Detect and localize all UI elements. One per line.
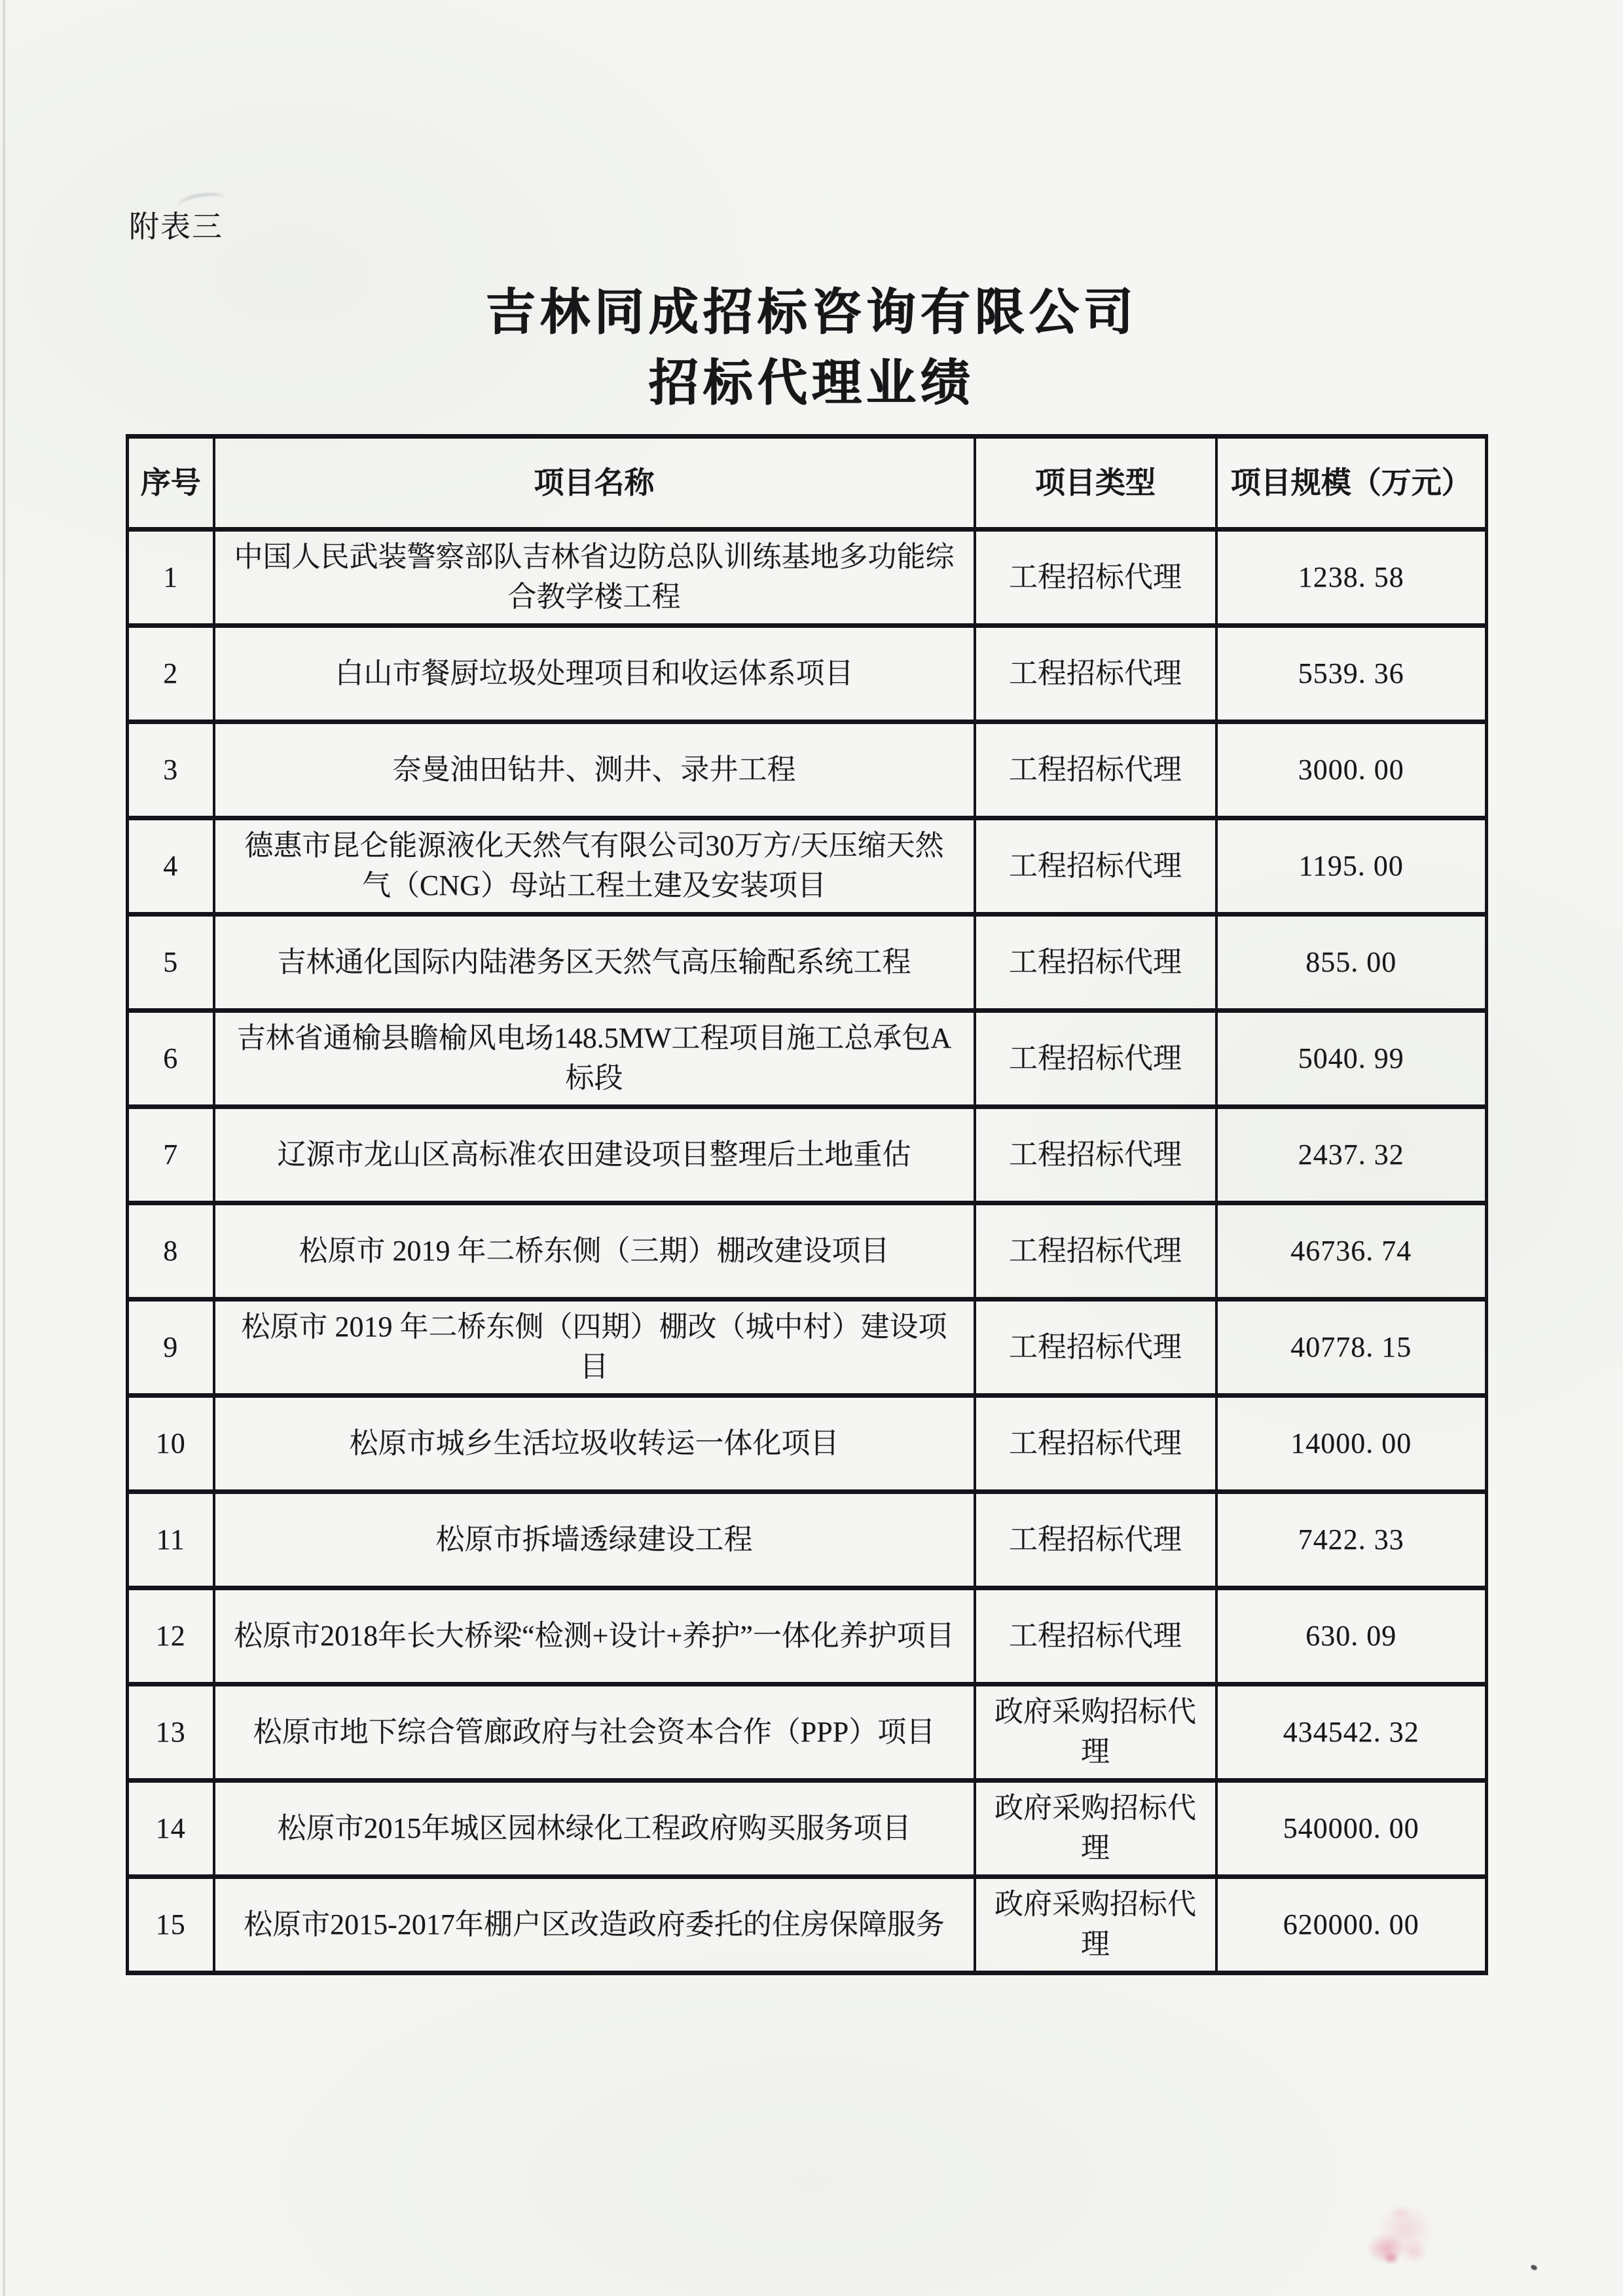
col-header-project-type: 项目类型 (975, 437, 1216, 530)
row-number-cell: 8 (128, 1203, 214, 1300)
project-name-cell: 松原市2015-2017年棚户区改造政府委托的住房保障服务 (214, 1877, 975, 1973)
project-name-cell: 奈曼油田钻井、测井、录井工程 (214, 722, 975, 818)
table-row (128, 1203, 1487, 1300)
project-scale-cell: 1195. 00 (1216, 818, 1487, 915)
project-type-cell: 工程招标代理 (975, 626, 1216, 722)
performance-table (126, 434, 1488, 1975)
project-type-cell: 工程招标代理 (975, 818, 1216, 915)
row-number-cell: 5 (128, 915, 214, 1011)
table-row (128, 818, 1487, 915)
row-number-cell: 3 (128, 722, 214, 818)
project-scale-cell: 3000. 00 (1216, 722, 1487, 818)
dark-scan-speck (1530, 2264, 1538, 2271)
project-name-cell: 松原市拆墙透绿建设工程 (214, 1492, 975, 1588)
table-row (128, 530, 1487, 626)
project-name-cell: 松原市2018年长大桥梁“检测+设计+养护”一体化养护项目 (214, 1588, 975, 1685)
table-row (128, 1588, 1487, 1685)
project-type-cell: 工程招标代理 (975, 1107, 1216, 1203)
table-row (128, 1396, 1487, 1492)
attachment-label: 附表三 (129, 210, 223, 244)
document-title (0, 278, 1623, 419)
project-name-cell: 松原市地下综合管廊政府与社会资本合作（PPP）项目 (214, 1685, 975, 1781)
project-name-cell: 白山市餐厨垃圾处理项目和收运体系项目 (214, 626, 975, 722)
project-type-cell: 工程招标代理 (975, 1588, 1216, 1685)
project-name-cell: 吉林通化国际内陆港务区天然气高压输配系统工程 (214, 915, 975, 1011)
project-scale-cell: 1238. 58 (1216, 530, 1487, 626)
row-number-cell: 12 (128, 1588, 214, 1685)
project-type-cell: 工程招标代理 (975, 530, 1216, 626)
project-scale-cell: 620000. 00 (1216, 1877, 1487, 1973)
project-type-cell: 政府采购招标代理 (975, 1781, 1216, 1877)
project-scale-cell: 7422. 33 (1216, 1492, 1487, 1588)
row-number-cell: 11 (128, 1492, 214, 1588)
table-row (128, 1781, 1487, 1877)
table-row (128, 1107, 1487, 1203)
project-scale-cell: 5040. 99 (1216, 1011, 1487, 1107)
project-scale-cell: 40778. 15 (1216, 1300, 1487, 1396)
table-body (128, 530, 1487, 1973)
row-number-cell: 9 (128, 1300, 214, 1396)
project-name-cell: 松原市2015年城区园林绿化工程政府购买服务项目 (214, 1781, 975, 1877)
row-number-cell: 4 (128, 818, 214, 915)
row-number-cell: 6 (128, 1011, 214, 1107)
table-row (128, 915, 1487, 1011)
project-scale-cell: 2437. 32 (1216, 1107, 1487, 1203)
project-scale-cell: 46736. 74 (1216, 1203, 1487, 1300)
row-number-cell: 13 (128, 1685, 214, 1781)
project-name-cell: 松原市 2019 年二桥东侧（四期）棚改（城中村）建设项目 (214, 1300, 975, 1396)
project-name-cell: 中国人民武装警察部队吉林省边防总队训练基地多功能综合教学楼工程 (214, 530, 975, 626)
project-type-cell: 工程招标代理 (975, 722, 1216, 818)
project-scale-cell: 434542. 32 (1216, 1685, 1487, 1781)
table-row (128, 722, 1487, 818)
pink-stamp-smudge (1363, 2195, 1440, 2272)
project-type-cell: 工程招标代理 (975, 1492, 1216, 1588)
project-name-cell: 德惠市昆仑能源液化天然气有限公司30万方/天压缩天然气（CNG）母站工程土建及安装项目 (214, 818, 975, 915)
table-row (128, 1685, 1487, 1781)
table-row (128, 626, 1487, 722)
row-number-cell: 15 (128, 1877, 214, 1973)
row-number-cell: 7 (128, 1107, 214, 1203)
row-number-cell: 14 (128, 1781, 214, 1877)
project-type-cell: 工程招标代理 (975, 915, 1216, 1011)
header-row (128, 437, 1487, 530)
project-scale-cell: 855. 00 (1216, 915, 1487, 1011)
table-row (128, 1877, 1487, 1973)
project-type-cell: 政府采购招标代理 (975, 1685, 1216, 1781)
col-header-no: 序号 (128, 437, 214, 530)
project-name-cell: 辽源市龙山区高标准农田建设项目整理后土地重估 (214, 1107, 975, 1203)
project-scale-cell: 14000. 00 (1216, 1396, 1487, 1492)
table-header (128, 437, 1487, 530)
project-type-cell: 工程招标代理 (975, 1011, 1216, 1107)
table-row (128, 1300, 1487, 1396)
project-scale-cell: 630. 09 (1216, 1588, 1487, 1685)
table-row (128, 1011, 1487, 1107)
col-header-project-scale: 项目规模（万元） (1216, 437, 1487, 530)
col-header-project-name: 项目名称 (214, 437, 975, 530)
project-name-cell: 松原市城乡生活垃圾收转运一体化项目 (214, 1396, 975, 1492)
project-type-cell: 工程招标代理 (975, 1203, 1216, 1300)
title-line-2: 招标代理业绩 (648, 355, 975, 411)
project-name-cell: 松原市 2019 年二桥东侧（三期）棚改建设项目 (214, 1203, 975, 1300)
row-number-cell: 10 (128, 1396, 214, 1492)
project-name-cell: 吉林省通榆县瞻榆风电场148.5MW工程项目施工总承包A标段 (214, 1011, 975, 1107)
row-number-cell: 2 (128, 626, 214, 722)
row-number-cell: 1 (128, 530, 214, 626)
project-scale-cell: 540000. 00 (1216, 1781, 1487, 1877)
project-type-cell: 工程招标代理 (975, 1300, 1216, 1396)
project-scale-cell: 5539. 36 (1216, 626, 1487, 722)
title-line-1: 吉林同成招标咨询有限公司 (485, 285, 1138, 340)
project-type-cell: 工程招标代理 (975, 1396, 1216, 1492)
table-row (128, 1492, 1487, 1588)
project-type-cell: 政府采购招标代理 (975, 1877, 1216, 1973)
